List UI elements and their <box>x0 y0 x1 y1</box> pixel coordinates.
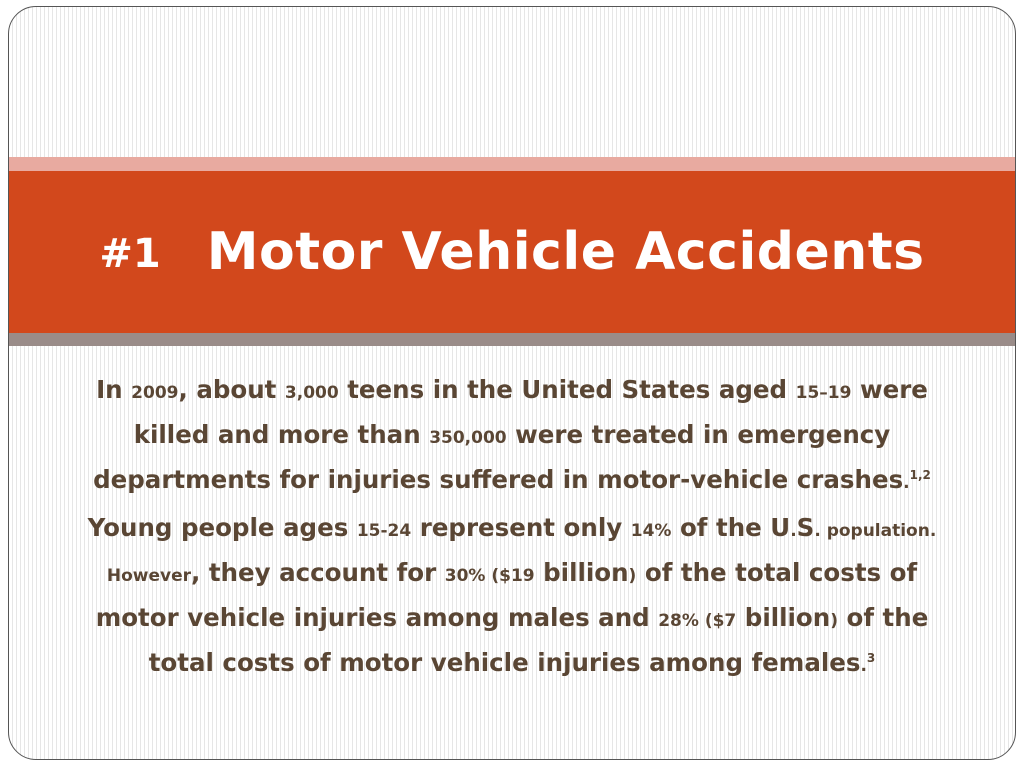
text: represent only <box>411 513 631 542</box>
text: . population <box>814 521 930 541</box>
slide <box>8 6 1016 760</box>
text: of the total costs of motor vehicle injuries among females <box>148 603 929 677</box>
age-range: 15-24 <box>356 521 412 541</box>
text: teens in the United States aged <box>338 375 796 404</box>
paragraph-teen-crashes <box>79 369 945 504</box>
text: of the U <box>671 513 791 542</box>
text: . However <box>106 521 937 586</box>
text: Young people ages <box>87 513 357 542</box>
slide-body <box>79 369 945 690</box>
age-range: 15–19 <box>795 383 852 403</box>
text: , about <box>178 375 285 404</box>
text: ) <box>628 566 637 586</box>
title-text: Motor Vehicle Accidents <box>206 222 925 282</box>
text: . <box>790 521 797 541</box>
number: 350,000 <box>429 428 507 448</box>
year: 2009 <box>131 383 179 403</box>
title-number: #1 <box>99 231 161 277</box>
title-band-top-stripe <box>9 157 1015 171</box>
text: . <box>860 656 867 676</box>
reference-superscript: 3 <box>866 650 876 665</box>
title-band-bottom-stripe <box>9 333 1015 346</box>
text: billion <box>534 558 629 587</box>
text: . <box>903 473 910 493</box>
percentage: 28% ($7 <box>658 611 737 631</box>
number: 3,000 <box>284 383 339 403</box>
text: , they account for <box>190 558 445 587</box>
text: S <box>796 513 815 542</box>
text: of the total costs of motor vehicle injuries among males and <box>95 558 918 632</box>
text: ) <box>830 611 838 631</box>
paragraph-costs <box>79 507 945 687</box>
text: were killed and more than <box>133 375 928 449</box>
text: billion <box>736 603 831 632</box>
reference-superscript: 1,2 <box>909 467 931 482</box>
text: were treated in emergency departments for injuries suffered in motor-vehicle crashes <box>93 420 904 494</box>
text: In <box>96 375 132 404</box>
slide-title <box>9 171 1015 333</box>
percentage: 14% <box>630 521 672 541</box>
percentage: 30% ($19 <box>444 566 535 586</box>
